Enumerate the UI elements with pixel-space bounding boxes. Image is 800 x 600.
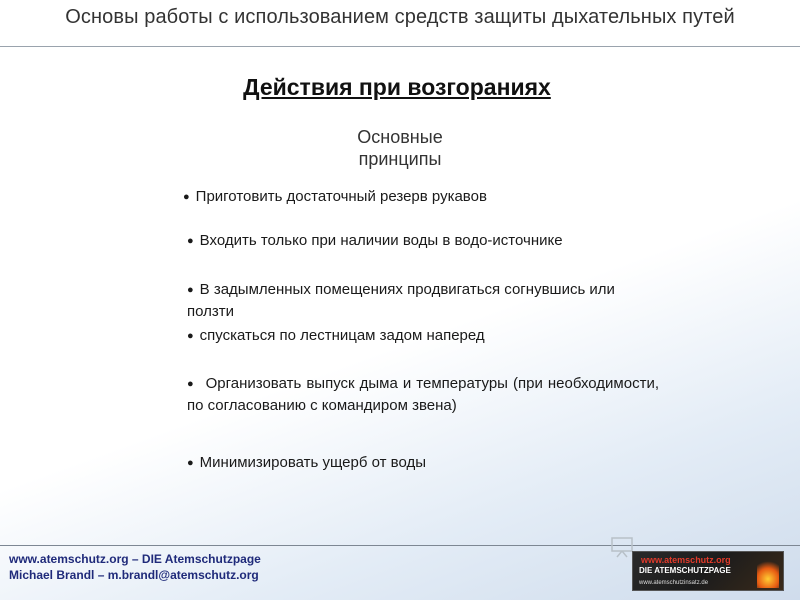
- bullet-text: Приготовить достаточный резерв рукавов: [195, 188, 487, 205]
- slide-title: Действия при возгораниях: [243, 74, 551, 100]
- flame-icon: [757, 558, 779, 588]
- bullet-dot-icon: ●: [183, 191, 190, 203]
- bullet-text: В задымленных помещениях продвигаться согнувшись или ползти: [187, 281, 615, 320]
- footer-website: www.atemschutz.org – DIE Atemschutzpage: [9, 552, 261, 566]
- bullet-item: [187, 279, 659, 322]
- footer-divider: [0, 545, 800, 546]
- footer-credits: [9, 551, 261, 583]
- bullet-dot-icon: ●: [187, 378, 195, 390]
- bullet-dot-icon: ●: [187, 284, 194, 296]
- bullet-dot-icon: ●: [187, 457, 194, 469]
- bullet-text: Организовать выпуск дыма и температуры (при необходимости, по согласованию с командиром звена): [187, 375, 659, 414]
- bullet-text: Входить только при наличии воды в водо-источнике: [199, 232, 563, 249]
- bullet-text: Минимизировать ущерб от воды: [199, 454, 427, 471]
- presentation-icon: [610, 536, 634, 558]
- bullet-item: [187, 325, 659, 347]
- bullet-item: [183, 186, 655, 208]
- subtitle-line-2: принципы: [358, 149, 442, 169]
- subtitle-line-1: Основные: [357, 127, 443, 147]
- logo-red-text: www.atemschutz.org: [641, 555, 731, 565]
- logo-url-text: www.atemschutzinsatz.de: [639, 580, 709, 586]
- bullet-item: [187, 230, 659, 252]
- subtitle: [300, 126, 500, 170]
- bullet-item: [187, 373, 659, 416]
- footer-author: Michael Brandl – m.brandl@atemschutz.org: [9, 568, 259, 582]
- bullet-text: спускаться по лестницам задом наперед: [199, 327, 485, 344]
- bullet-dot-icon: ●: [187, 330, 194, 342]
- header-divider: [0, 46, 800, 47]
- header-title: Основы работы с использованием средств защиты дыхательных путей: [65, 6, 735, 28]
- atemschutz-logo: [632, 551, 784, 591]
- logo-main-text: DIE ATEMSCHUTZPAGE: [639, 566, 731, 575]
- bullet-dot-icon: ●: [187, 235, 194, 247]
- bullet-item: [187, 452, 659, 474]
